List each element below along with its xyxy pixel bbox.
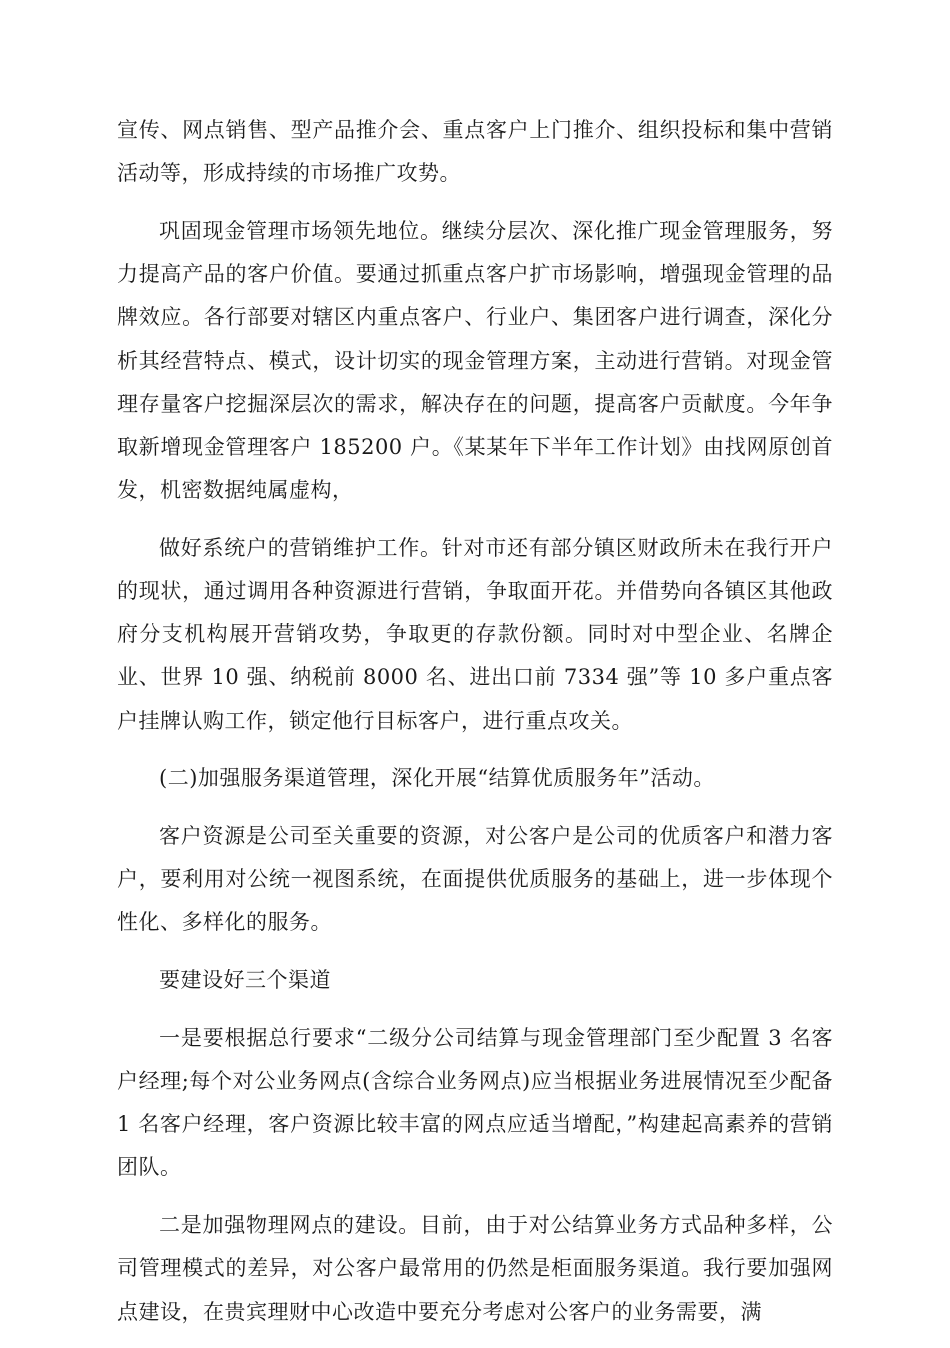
paragraph-customer-resources: 客户资源是公司至关重要的资源，对公客户是公司的优质客户和潜力客户，要利用对公统一视图系统，在面提供优质服务的基础上，进一步体现个性化、多样化的服务。 xyxy=(117,824,833,935)
paragraph-cash-management: 巩固现金管理市场领先地位。继续分层次、深化推广现金管理服务，努力提高产品的客户价值。要通过抓重点客户扩市场影响，增强现金管理的品牌效应。各行部要对辖区内重点客户、行业户、集团客户进行调查，深化分析其经营特点、模式，设计切实的现金管理方案，主动进行营销。对现金管理存量客户挖掘深层次的需求，解决存在的问题，提高客户贡献度。今年争取新增现金管理客户 185200 户。《某某年下半年工作计划》由找网原创首发，机密数据纯属虚构， xyxy=(117,218,833,503)
paragraph-three-channels: 要建设好三个渠道 xyxy=(159,968,331,993)
document-body xyxy=(117,109,833,1348)
section-heading-service-channels: (二)加强服务渠道管理，深化开展“结算优质服务年”活动。 xyxy=(159,766,715,791)
paragraph-continued: 宣传、网点销售、型产品推介会、重点客户上门推介、组织投标和集中营销活动等，形成持续的市场推广攻势。 xyxy=(117,118,833,186)
paragraph-first-channel: 一是要根据总行要求“二级分公司结算与现金管理部门至少配置 3 名客户经理;每个对公业务网点(含综合业务网点)应当根据业务进展情况至少配备 1 名客户经理，客户资源比较丰富的网点应适当增配，”构建起高素养的营销团队。 xyxy=(117,1025,833,1180)
paragraph-second-channel: 二是加强物理网点的建设。目前，由于对公结算业务方式品种多样，公司管理模式的差异，对公客户最常用的仍然是柜面服务渠道。我行要加强网点建设，在贵宾理财中心改造中要充分考虑对公客户的业务需要，满 xyxy=(117,1213,833,1324)
paragraph-system-accounts: 做好系统户的营销维护工作。针对市还有部分镇区财政所未在我行开户的现状，通过调用各种资源进行营销，争取面开花。并借势向各镇区其他政府分支机构展开营销攻势，争取更的存款份额。同时对中型企业、名牌企业、世界 10 强、纳税前 8000 名、进出口前 7334 强”等 10 多户重点客户挂牌认购工作，锁定他行目标客户，进行重点攻关。 xyxy=(117,535,833,733)
